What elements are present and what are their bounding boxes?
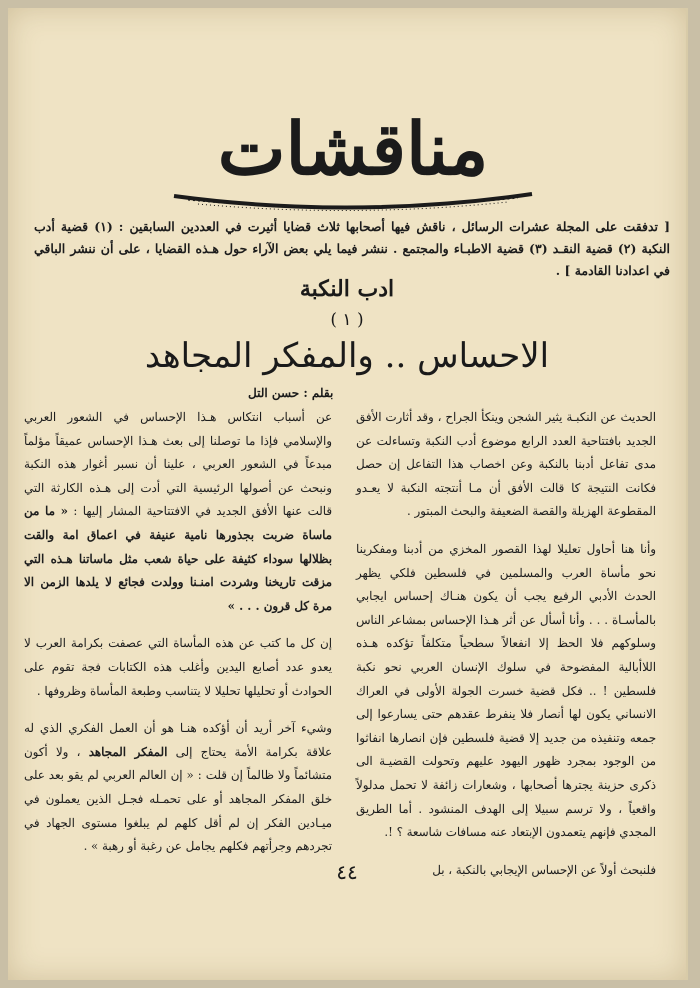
paragraph-text: عن أسباب انتكاس هـذا الإحساس في الشعور العربي والإسلامي فإذا ما توصلنا إلى بعث هـذا الإحساس عميقاً مؤلماً مبدعاً في الشعور العربي ، علينا أن نسبر أغوار هذه النكبة ونبحث عن أصولها الرئيسية التي أدت إلى هـذه الكارثة التي قالت عنها الأفق الجديد في الافتتاحية المشار إليها : [24, 410, 332, 519]
article-column-left [24, 406, 332, 873]
masthead-title: مناقشات [217, 106, 489, 191]
paragraph [24, 717, 332, 859]
page-number: ٤٤ [336, 860, 358, 884]
editorial-quote: « ما من ماساة ضربت بجذورها نامية عنيفة في اعماق امة والقت بظلالها سوداء كثيفة على حياة شعب مثل ماساتنا هـذه التي مزقت تاريخنا وشردت امنـنا وولدت فجائع لا يلدها الزمن الا مرة كل قرون . . . » [24, 504, 332, 613]
section-title: ادب النكبة [299, 276, 395, 302]
article-headline: الاحساس .. والمفكر المجاهد [144, 336, 550, 376]
intro-note: [ تدفقت على المجلة عشرات الرسائل ، ناقش فيها أصحابها ثلاث قضايا أثيرت في العددين السابقين : (١) قضية أدب النكبة (٢) قضية النقـد (٣) قضية الاطبـاء والمجتمع . ننشر فيما يلي بعض الآراء حول هـذه القضايا ، على أن ننشر الباقي في اعدادنا القادمة ] . [34, 219, 670, 278]
paragraph: وأنا هنا أحاول تعليلا لهذا القصور المخزي من أدبنا ومفكرينا نحو مأساة العرب والمسلمين في فلسطين فلكي يظهر الحدث الأدبي الرفيع يجب أن يكون هنـاك إحساس ايجابي بالمأسـاة . . . وأنا أسأل عن أثر هـذا الإحساس بمشاعر الناس وسلوكهم فلا الحظ إلا انفعالاً سطحياً متكلفاً تؤكده هـذه اللاأبالية المفضوحة في سلوك الإنسان العربي نحو نكبة فلسطين ! .. فكل قضية خسرت الجولة الأولى في العراك الانساني يكون لها أنصار فلا ينفرط عقدهم حتى يسارعوا إلى جمعه وتنفيذه من جديد إلا قضية فلسطين فإن انصارها انفاثوا من الوجود بمجرد ظهور اليهود عليهم وتحولت القضيـة الى ذكرى حزينة يجترها أصحابها ، وشعارات زائفة لا تحمل مدلولاً واقعياً ، ولا ترسم سبيلا إلى الهدف المنشود . أما الطريق المجدي فإنهم يتعمدون الإبتعاد عنه مسافات شاسعة ؟ !. [356, 541, 656, 840]
paragraph: فلنبحث أولاً عن الإحساس الإيجابي بالنكبة ، بل [432, 862, 656, 877]
paragraph-text: وشيء آخر أريد أن أؤكده هنـا هو أن العمل الفكري الذي له علاقة بكرامة الأمة يحتاج إلى [24, 721, 333, 759]
paragraph [24, 406, 332, 618]
article-column-right [356, 406, 656, 896]
highlight-term: المفكر المجاهد [88, 744, 168, 759]
article-byline: بقلم : حسن التل [248, 386, 334, 400]
magazine-page [8, 8, 688, 980]
paragraph: الحديث عن النكبـة يثير الشجن وينكأ الجراح ، وقد أثارت الأفق الجديد بافتتاحية العدد الرابع موضوع أدب النكبة وتساءلت عن مدى تفاعل أدبنا بالنكبة وعن اخصاب هذا التفاعل إن حصل فكانت النتيجة كا قالت الأفق أن مـا أنتجته النكبة لا يعـدو المقطوعة الهزيلة والقصة الضعيفة والبحث المبتور . [356, 410, 656, 519]
paragraph: إن كل ما كتب عن هذه المأساة التي عصفت بكرامة العرب لا يعدو عدد أصابع اليدين وأغلب هذه الكتابات فجة تقوم على الحوادث أو تحليلها تحليلا لا يتناسب وطبعة المأساة وظروفها . [24, 636, 332, 698]
masthead [168, 108, 538, 218]
section-number: ( ١ ) [330, 310, 364, 330]
masthead-underline-decoration [168, 186, 538, 216]
paragraph-text: ، ولا أكون متشائماً ولا ظالماً إن قلت : « إن العالم العربي لم يقو بعد على خلق المفكر المجاهد أو على تحمـله فجـل الذين يعملون في ميـادين الفكر إن لم أقل كلهم لم يبلغوا مستوى الجهاد في تجردهم وجرأتهم فكلهم يجامل عن رغبة أو رهبة » . [24, 744, 332, 854]
